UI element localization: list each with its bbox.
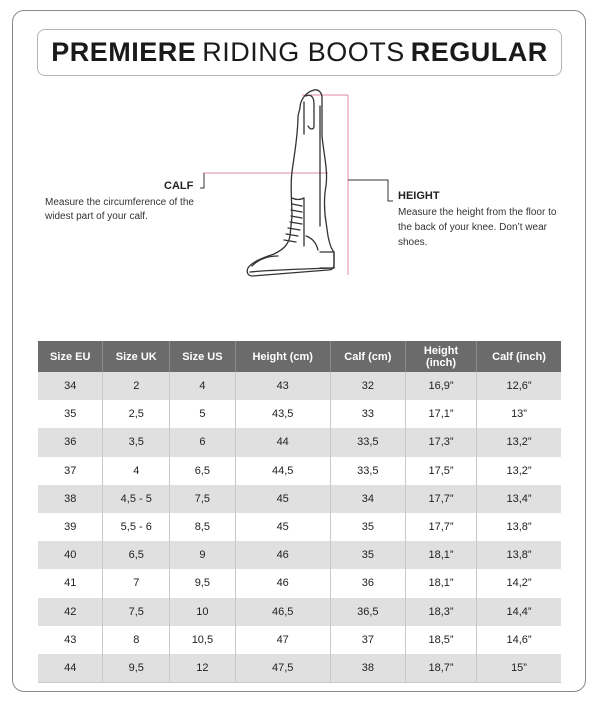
table-cell: 18,1”	[406, 541, 477, 569]
table-row	[38, 485, 561, 513]
table-cell: 13”	[477, 400, 561, 428]
table-cell: 33	[330, 400, 405, 428]
table-row	[38, 541, 561, 569]
table-cell: 2	[103, 372, 170, 400]
table-cell: 37	[330, 626, 405, 654]
table-cell: 4,5 - 5	[103, 485, 170, 513]
table-cell: 38	[330, 654, 405, 683]
table-row	[38, 513, 561, 541]
table-cell: 14,2”	[477, 569, 561, 597]
table-cell: 45	[235, 485, 330, 513]
table-cell: 7,5	[103, 598, 170, 626]
column-header: Size UK	[103, 341, 170, 372]
riding-boot-illustration	[240, 86, 360, 286]
table-row	[38, 598, 561, 626]
table-cell: 44	[235, 428, 330, 456]
table-cell: 2,5	[103, 400, 170, 428]
table-cell: 47	[235, 626, 330, 654]
calf-label: CALF	[164, 180, 194, 192]
table-cell: 10	[170, 598, 236, 626]
table-cell: 33,5	[330, 457, 405, 485]
table-cell: 18,7”	[406, 654, 477, 683]
table-cell: 5	[170, 400, 236, 428]
table-row	[38, 457, 561, 485]
table-cell: 9,5	[170, 569, 236, 597]
table-cell: 40	[38, 541, 103, 569]
table-cell: 13,2”	[477, 428, 561, 456]
table-cell: 18,1”	[406, 569, 477, 597]
table-cell: 35	[330, 513, 405, 541]
table-cell: 17,7”	[406, 513, 477, 541]
table-cell: 32	[330, 372, 405, 400]
table-cell: 17,1”	[406, 400, 477, 428]
table-row	[38, 428, 561, 456]
table-cell: 9,5	[103, 654, 170, 683]
table-cell: 7,5	[170, 485, 236, 513]
page-title	[37, 29, 562, 76]
table-row	[38, 626, 561, 654]
table-cell: 35	[38, 400, 103, 428]
table-cell: 4	[170, 372, 236, 400]
table-cell: 3,5	[103, 428, 170, 456]
table-cell: 13,4”	[477, 485, 561, 513]
table-cell: 14,6”	[477, 626, 561, 654]
table-body	[38, 372, 561, 683]
table-cell: 16,9”	[406, 372, 477, 400]
table-cell: 8,5	[170, 513, 236, 541]
table-cell: 41	[38, 569, 103, 597]
table-cell: 36,5	[330, 598, 405, 626]
table-cell: 44	[38, 654, 103, 683]
table-cell: 6	[170, 428, 236, 456]
table-cell: 8	[103, 626, 170, 654]
table-cell: 17,3”	[406, 428, 477, 456]
table-row	[38, 372, 561, 400]
table-cell: 13,8”	[477, 513, 561, 541]
height-description: Measure the height from the floor to the back of your knee. Don’t wear shoes.	[398, 207, 557, 248]
table-cell: 13,8”	[477, 541, 561, 569]
size-table	[38, 341, 561, 683]
table-cell: 38	[38, 485, 103, 513]
table-cell: 4	[103, 457, 170, 485]
table-cell: 17,7”	[406, 485, 477, 513]
title-brand: PREMIERE	[51, 37, 197, 67]
table-cell: 39	[38, 513, 103, 541]
table-cell: 43	[235, 372, 330, 400]
column-header: Size US	[170, 341, 236, 372]
table-cell: 7	[103, 569, 170, 597]
table-cell: 9	[170, 541, 236, 569]
table-cell: 46	[235, 541, 330, 569]
title-middle: RIDING BOOTS	[202, 37, 405, 67]
table-cell: 15”	[477, 654, 561, 683]
table-cell: 33,5	[330, 428, 405, 456]
column-header: Calf (cm)	[330, 341, 405, 372]
table-cell: 12,6”	[477, 372, 561, 400]
table-cell: 46,5	[235, 598, 330, 626]
table-row	[38, 654, 561, 683]
table-cell: 47,5	[235, 654, 330, 683]
table-cell: 37	[38, 457, 103, 485]
table-cell: 5,5 - 6	[103, 513, 170, 541]
table-cell: 18,5”	[406, 626, 477, 654]
table-cell: 34	[38, 372, 103, 400]
table-cell: 10,5	[170, 626, 236, 654]
title-variant: REGULAR	[410, 37, 548, 67]
column-header: Size EU	[38, 341, 103, 372]
column-header: Height (inch)	[406, 341, 477, 372]
table-cell: 43,5	[235, 400, 330, 428]
table-cell: 43	[38, 626, 103, 654]
table-cell: 36	[38, 428, 103, 456]
table-cell: 44,5	[235, 457, 330, 485]
table-cell: 35	[330, 541, 405, 569]
table-cell: 6,5	[103, 541, 170, 569]
table-row	[38, 569, 561, 597]
table-cell: 46	[235, 569, 330, 597]
table-row	[38, 400, 561, 428]
table-cell: 17,5”	[406, 457, 477, 485]
column-header: Calf (inch)	[477, 341, 561, 372]
height-label: HEIGHT	[398, 190, 440, 202]
table-cell: 6,5	[170, 457, 236, 485]
table-cell: 18,3”	[406, 598, 477, 626]
table-header-row	[38, 341, 561, 372]
table-cell: 36	[330, 569, 405, 597]
table-cell: 45	[235, 513, 330, 541]
table-cell: 42	[38, 598, 103, 626]
table-cell: 14,4”	[477, 598, 561, 626]
table-cell: 12	[170, 654, 236, 683]
column-header: Height (cm)	[235, 341, 330, 372]
table-cell: 34	[330, 485, 405, 513]
table-cell: 13,2”	[477, 457, 561, 485]
calf-description: Measure the circumference of the widest part of your calf.	[45, 197, 194, 222]
